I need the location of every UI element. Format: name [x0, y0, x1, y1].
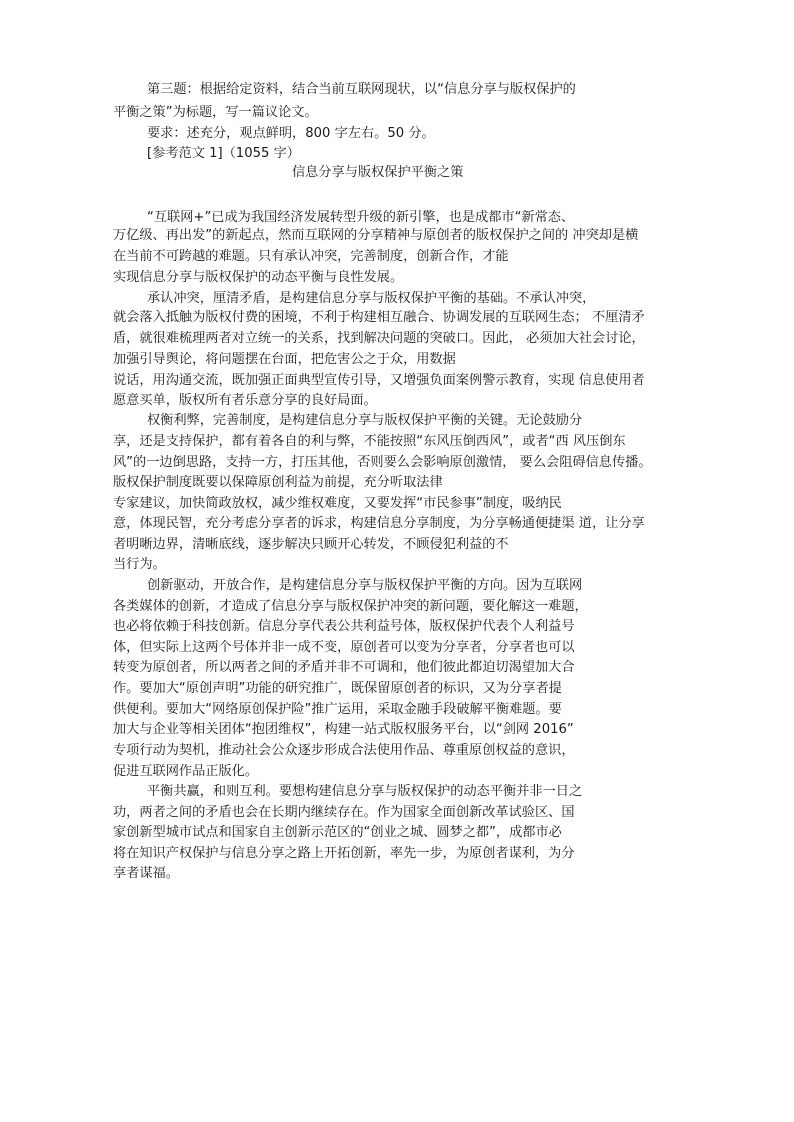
essay-line: 创新驱动，开放合作，是构建信息分享与版权保护平衡的方向。因为互联网 [147, 578, 583, 593]
essay-line: 体，但实际上这两个号体并非一成不变，原创者可以变为分享者，分享者也可以 [113, 640, 575, 655]
reference-label: [参考范文 1]（1055 字） [147, 146, 300, 161]
essay-line: 功，两者之间的矛盾也会在长期内继续存在。作为国家全面创新改革试验区、国 [113, 805, 575, 820]
essay-line: “互联网+”已成为我国经济发展转型升级的新引擎，也是成都市“新常态、 [147, 210, 575, 225]
essay-line: 平衡共赢，和则互利。要想构建信息分享与版权保护的动态平衡并非一日之 [147, 784, 583, 799]
essay-line: 意，体现民智，充分考虑分享者的诉求，构建信息分享制度，为分享畅通便捷渠 道，让分享 [113, 516, 645, 531]
essay-line: 转变为原创者，所以两者之间的矛盾并非不可调和，他们彼此都迫切渴望加大合 [113, 660, 575, 675]
essay-line: 在当前不可跨越的难题。只有承认冲突，完善制度，创新合作，才能 [113, 249, 509, 264]
essay-line: 万亿级、再出发”的新起点，然而互联网的分享精神与原创者的版权保护之间的 冲突却是横 [113, 228, 639, 243]
essay-line: 愿意买单，版权所有者乐意分享的良好局面。 [113, 393, 377, 408]
essay-line: 实现信息分享与版权保护的动态平衡与良性发展。 [113, 270, 404, 285]
essay-line: 风”的一边倒思路，支持一方，打压其他，否则要么会影响原创激情， 要么会阻碍信息传播。 [113, 455, 652, 470]
essay-line: 供便利。要加大“网络原创保护险”推广运用，采取金融手段破解平衡难题。要 [113, 702, 562, 717]
essay-line: 作。要加大“原创声明”功能的研究推广，既保留原创者的标识，又为分享者提 [113, 681, 562, 696]
essay-line: 说话，用沟通交流，既加强正面典型宣传引导，又增强负面案例警示教育，实现 信息使用者 [113, 373, 645, 388]
essay-line: 者明晰边界，清晰底线，逐步解决只顾开心转发，不顾侵犯利益的不 [113, 537, 509, 552]
essay-line: 承认冲突，厘清矛盾，是构建信息分享与版权保护平衡的基础。不承认冲突， [147, 291, 596, 306]
essay-line: 将在知识产权保护与信息分享之路上开拓创新，率先一步，为原创者谋利，为分 [113, 846, 575, 861]
essay-line: 享，还是支持保护，都有着各自的利与弊，不能按照“东风压倒西风”，或者“西 风压倒东 [113, 434, 626, 449]
essay-line: 促进互联网作品正版化。 [113, 764, 259, 779]
essay-line: 当行为。 [113, 557, 166, 572]
requirement-line: 要求：述充分，观点鲜明，800 字左右。50 分。 [147, 126, 435, 141]
essay-line: 专家建议，加快简政放权，减少维权难度，又要发挥“市民参事”制度，吸纳民 [113, 496, 562, 511]
question-line-1: 第三题：根据给定资料，结合当前互联网现状，以“信息分享与版权保护的 [147, 82, 576, 97]
essay-line: 各类媒体的创新，才造成了信息分享与版权保护冲突的新问题，要化解这一难题， [113, 599, 588, 614]
essay-line: 专项行动为契机，推动社会公众逐步形成合法使用作品、尊重原创权益的意识， [113, 743, 575, 758]
essay-line: 加大与企业等相关团体“抱团维权”，构建一站式版权服务平台，以“剑网 2016” [113, 722, 574, 737]
essay-line: 享者谋福。 [113, 866, 179, 881]
essay-line: 权衡利弊，完善制度，是构建信息分享与版权保护平衡的关键。无论鼓励分 [147, 413, 583, 428]
essay-line: 版权保护制度既要以保障原创利益为前提，充分听取法律 [113, 475, 443, 490]
essay-line: 家创新型城市试点和国家自主创新示范区的“创业之城、圆梦之都”，成都市必 [113, 825, 562, 840]
essay-line: 也必将依赖于科技创新。信息分享代表公共利益号体，版权保护代表个人利益号 [113, 619, 575, 634]
question-line-2: 平衡之策”为标题，写一篇议论文。 [113, 105, 318, 120]
essay-line: 加强引导舆论，将问题摆在台面，把危害公之于众，用数据 [113, 352, 456, 367]
essay-title: 信息分享与版权保护平衡之策 [292, 165, 464, 180]
essay-line: 就会落入抵触为版权付费的困境，不利于构建相互融合、协调发展的互联网生态； 不厘清矛 [113, 310, 645, 325]
essay-line: 盾，就很难梳理两者对立统一的关系，找到解决问题的突破口。因此， 必须加大社会讨论， [113, 331, 645, 346]
